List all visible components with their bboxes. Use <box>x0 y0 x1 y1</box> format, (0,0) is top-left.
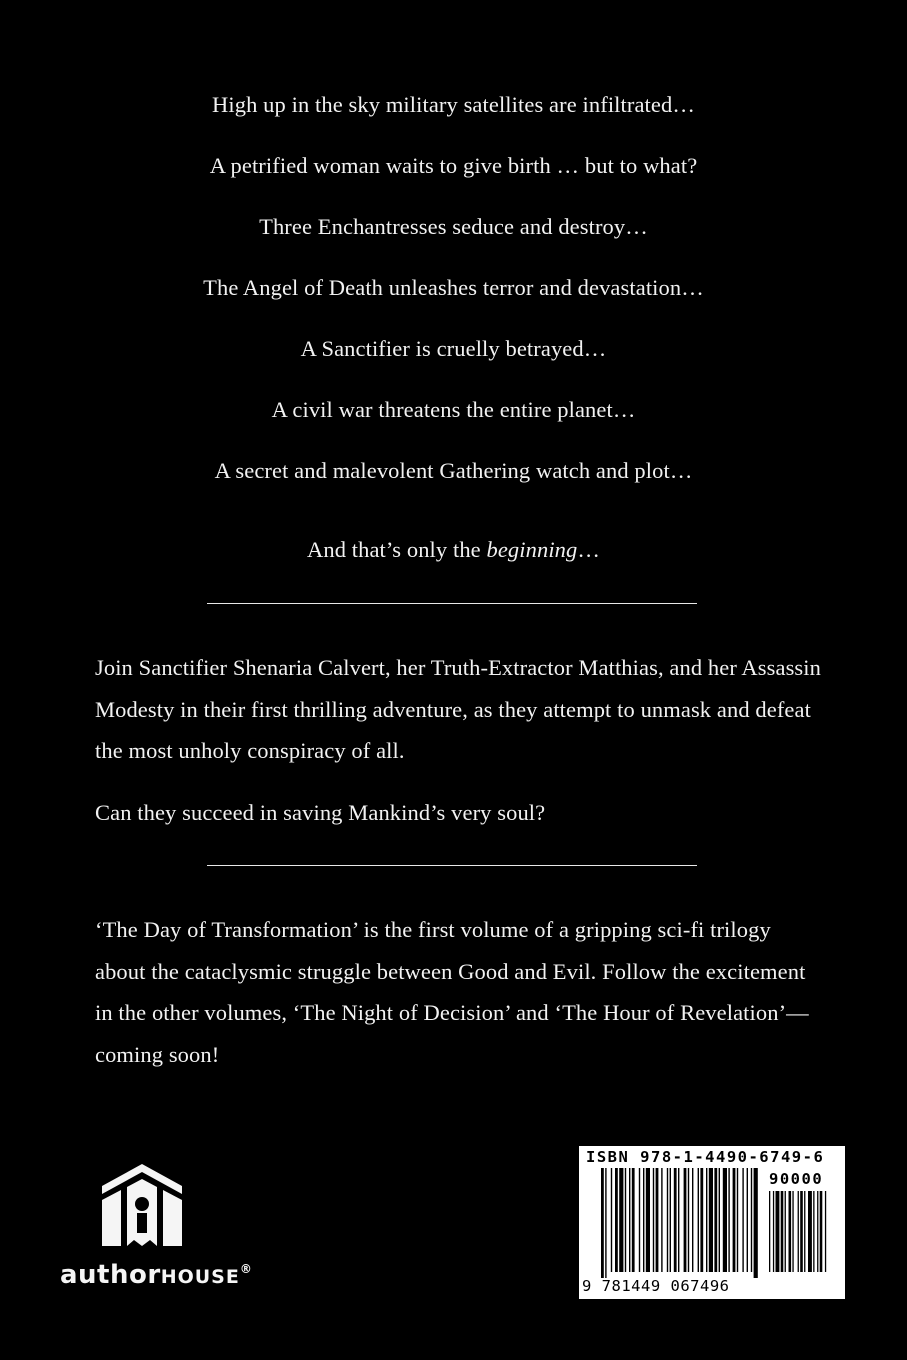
barcode-bar <box>611 1168 612 1272</box>
barcode-bar <box>751 1168 752 1272</box>
barcode-bar <box>733 1168 736 1272</box>
publisher-name-caps: HOUSE <box>160 1266 240 1288</box>
barcode-addon-bar <box>789 1191 792 1272</box>
divider-top <box>207 603 697 604</box>
barcode-bar <box>714 1168 717 1272</box>
barcode-bar <box>709 1168 713 1272</box>
barcode-bar <box>615 1168 618 1272</box>
barcode-bar <box>747 1168 748 1272</box>
authorhouse-logo-icon <box>94 1160 190 1256</box>
barcode-addon-bar <box>798 1191 799 1272</box>
teaser-line-3: Three Enchantresses seduce and destroy… <box>259 214 648 239</box>
barcode-addon-bar <box>769 1191 770 1272</box>
barcode-addon-bar <box>804 1191 805 1272</box>
barcode-bar <box>667 1168 668 1272</box>
price-code: 90000 <box>769 1170 824 1188</box>
closing-emphasis: beginning <box>486 537 578 562</box>
divider-bottom <box>207 865 697 866</box>
barcode-bar <box>625 1168 626 1272</box>
barcode-bar <box>688 1168 689 1272</box>
barcode-bar <box>619 1168 623 1272</box>
barcode-bar <box>684 1168 687 1272</box>
barcode-addon-bar <box>808 1191 812 1272</box>
barcode-addon-bar <box>773 1191 774 1272</box>
barcode-bar <box>692 1168 693 1272</box>
barcode-bar <box>605 1168 606 1278</box>
registered-mark: ® <box>239 1262 253 1276</box>
barcode-bar <box>646 1168 650 1272</box>
teaser-line-1: High up in the sky military satellites are infiltrated… <box>212 92 695 117</box>
barcode-addon-bar <box>781 1191 784 1272</box>
barcode-bar <box>723 1168 727 1272</box>
blurb-paragraph-2: Can they succeed in saving Mankind’s very soul? <box>95 800 546 825</box>
barcode-bar <box>706 1168 707 1272</box>
barcode-bar <box>670 1168 671 1272</box>
barcode-bar <box>754 1168 758 1278</box>
barcode-addon-bar <box>813 1191 814 1272</box>
barcode-bar <box>656 1168 659 1272</box>
barcode-bar <box>728 1168 729 1272</box>
barcode-addon-bar <box>785 1191 786 1272</box>
teaser-line-4: The Angel of Death unleashes terror and devastation… <box>203 275 704 300</box>
barcode-bar <box>601 1168 604 1278</box>
barcode-addon-bar <box>825 1191 826 1272</box>
barcode-addon-bar <box>776 1191 780 1272</box>
teaser-line-2: A petrified woman waits to give birth … but to what? <box>209 153 698 178</box>
barcode-addon-bar <box>820 1191 823 1272</box>
barcode-bar <box>639 1168 640 1272</box>
isbn-label: ISBN 978-1-4490-6749-6 <box>586 1148 825 1166</box>
closing-line <box>0 537 907 563</box>
closing-ellipsis: … <box>577 537 600 562</box>
barcode-bar <box>700 1168 703 1272</box>
ean-digits: 9 781449 067496 <box>582 1277 730 1295</box>
teaser-line-6: A civil war threatens the entire planet… <box>271 397 636 422</box>
teaser-line-5: A Sanctifier is cruelly betrayed… <box>300 336 607 361</box>
barcode-bar <box>661 1168 662 1272</box>
series-paragraph: ‘The Day of Transformation’ is the first volume of a gripping sci-fi trilogy about the cataclysmic struggle between Good and Evil. Follow the excitement in the other volumes, ‘The Night of Decision’ and ‘The Hour of Revelation’—coming soon! <box>95 917 809 1067</box>
barcode-bar <box>643 1168 644 1272</box>
barcode-bar <box>674 1168 677 1272</box>
barcode-addon-bar <box>817 1191 818 1272</box>
barcode-bar <box>737 1168 738 1272</box>
barcode-bar <box>629 1168 630 1272</box>
barcode-addon-bar <box>800 1191 803 1272</box>
isbn-barcode <box>579 1146 845 1299</box>
barcode-addon-bar <box>792 1191 793 1272</box>
teaser-line-7: A secret and malevolent Gathering watch and plot… <box>214 458 693 483</box>
publisher-name-lower: author <box>60 1260 161 1290</box>
barcode-bar <box>719 1168 720 1272</box>
barcode-bar <box>632 1168 635 1272</box>
barcode-bar <box>742 1168 743 1272</box>
barcode-bar <box>653 1168 654 1272</box>
blurb-paragraph-1: Join Sanctifier Shenaria Calvert, her Truth-Extractor Matthias, and her Assassin Modesty in their first thrilling adventure, as they attempt to unmask and defeat the most unholy conspiracy of all. <box>95 655 821 763</box>
barcode-bar <box>698 1168 699 1272</box>
publisher-logo <box>60 1160 260 1295</box>
publisher-wordmark <box>60 1260 252 1290</box>
closing-lead: And that’s only the <box>307 537 487 562</box>
barcode-bar <box>678 1168 679 1272</box>
